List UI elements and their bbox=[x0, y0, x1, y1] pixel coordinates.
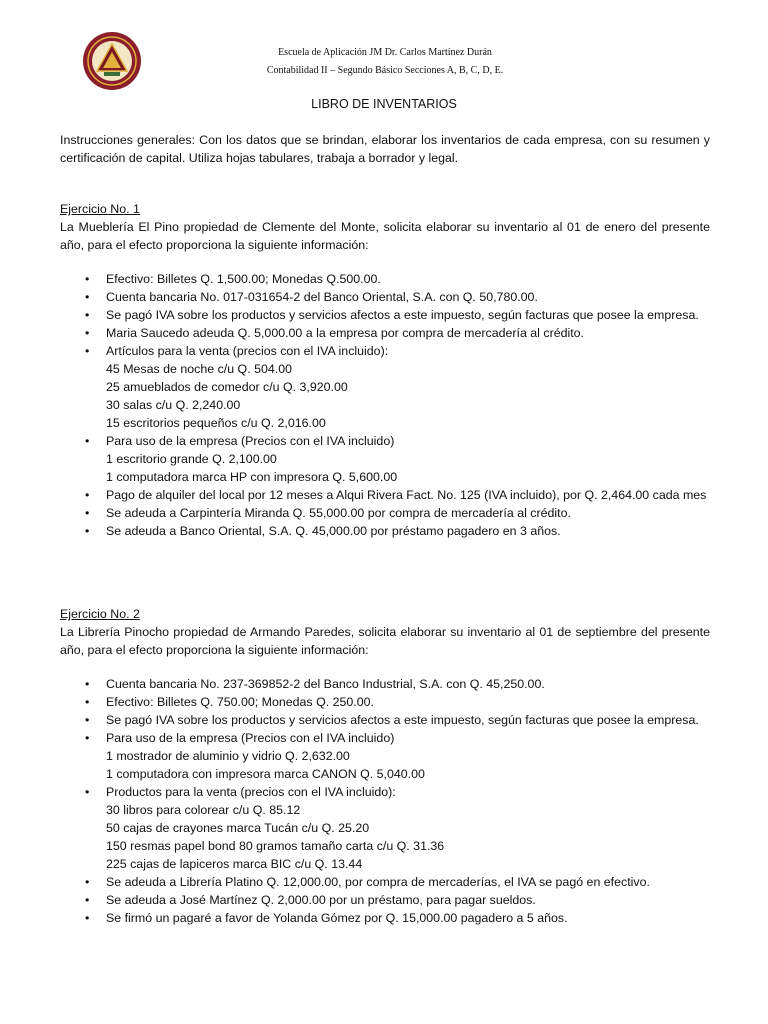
sub-item: 225 cajas de lapiceros marca BIC c/u Q. 13.44 bbox=[106, 857, 363, 871]
school-name: Escuela de Aplicación JM Dr. Carlos Martínez Durán bbox=[278, 47, 492, 58]
exercise-1-header bbox=[60, 200, 710, 254]
instructions-section bbox=[60, 131, 710, 167]
list-item bbox=[60, 432, 710, 486]
school-seal-icon bbox=[82, 31, 142, 91]
list-item-text: Se adeuda a Librería Platino Q. 12,000.00, por compra de mercaderías, el IVA se pagó en efectivo. bbox=[106, 875, 650, 889]
sub-item: 30 salas c/u Q. 2,240.00 bbox=[106, 398, 241, 412]
list-item-text: Se pagó IVA sobre los productos y servicios afectos a este impuesto, según facturas que posee la empresa. bbox=[106, 713, 699, 727]
document-header bbox=[200, 44, 570, 80]
exercise-2-list-container bbox=[60, 675, 710, 927]
list-item-text: Se adeuda a Carpintería Miranda Q. 55,000.00 por compra de mercadería al crédito. bbox=[106, 506, 571, 520]
sub-item: 50 cajas de crayones marca Tucán c/u Q. 25.20 bbox=[106, 821, 370, 835]
list-item bbox=[60, 504, 710, 522]
list-item bbox=[60, 783, 710, 873]
exercise-2-title: Ejercicio No. 2 bbox=[60, 607, 140, 621]
list-item bbox=[60, 270, 710, 288]
list-item-text: Cuenta bancaria No. 017-031654-2 del Banco Oriental, S.A. con Q. 50,780.00. bbox=[106, 290, 538, 304]
list-item-text: Artículos para la venta (precios con el IVA incluido): bbox=[106, 344, 389, 358]
list-item bbox=[60, 693, 710, 711]
sub-item: 1 escritorio grande Q. 2,100.00 bbox=[106, 452, 277, 466]
list-item bbox=[60, 675, 710, 693]
list-item bbox=[60, 306, 710, 324]
exercise-1-list bbox=[60, 270, 710, 540]
list-item-text: Para uso de la empresa (Precios con el IVA incluido) bbox=[106, 731, 395, 745]
document-title: LIBRO DE INVENTARIOS bbox=[311, 97, 457, 111]
list-item bbox=[60, 873, 710, 891]
instructions-text: Instrucciones generales: Con los datos que se brindan, elaborar los inventarios de cada empresa, con su resumen y certificación de capital. Utiliza hojas tabulares, trabaja a borrador y legal. bbox=[60, 133, 710, 165]
sub-item: 25 amueblados de comedor c/u Q. 3,920.00 bbox=[106, 380, 348, 394]
exercise-1-title: Ejercicio No. 1 bbox=[60, 202, 140, 216]
list-item-text: Efectivo: Billetes Q. 750.00; Monedas Q. 250.00. bbox=[106, 695, 374, 709]
list-item-text: Se pagó IVA sobre los productos y servicios afectos a este impuesto, según facturas que posee la empresa. bbox=[106, 308, 699, 322]
sub-item: 15 escritorios pequeños c/u Q. 2,016.00 bbox=[106, 416, 326, 430]
list-item bbox=[60, 891, 710, 909]
exercise-2-intro: La Librería Pinocho propiedad de Armando Paredes, solicita elaborar su inventario al 01 de septiembre del presente año, para el efecto proporciona la siguiente información: bbox=[60, 625, 710, 657]
list-item-text: Se firmó un pagaré a favor de Yolanda Gómez por Q. 15,000.00 pagadero a 5 años. bbox=[106, 911, 568, 925]
sub-item: 1 computadora marca HP con impresora Q. 5,600.00 bbox=[106, 470, 398, 484]
list-item bbox=[60, 909, 710, 927]
list-item-text: Se adeuda a Banco Oriental, S.A. Q. 45,000.00 por préstamo pagadero en 3 años. bbox=[106, 524, 561, 538]
list-item-text: Para uso de la empresa (Precios con el IVA incluido) bbox=[106, 434, 395, 448]
course-name: Contabilidad II – Segundo Básico Secciones A, B, C, D, E. bbox=[266, 65, 504, 76]
exercise-2-list bbox=[60, 675, 710, 927]
sub-item: 1 mostrador de aluminio y vidrio Q. 2,632.00 bbox=[106, 749, 350, 763]
list-item bbox=[60, 522, 710, 540]
list-item bbox=[60, 486, 710, 504]
exercise-2-header bbox=[60, 605, 710, 659]
list-item bbox=[60, 729, 710, 783]
list-item bbox=[60, 342, 710, 432]
sub-item: 30 libros para colorear c/u Q. 85.12 bbox=[106, 803, 301, 817]
list-item-text: Maria Saucedo adeuda Q. 5,000.00 a la empresa por compra de mercadería al crédito. bbox=[106, 326, 585, 340]
list-item-text: Pago de alquiler del local por 12 meses a Alqui Rivera Fact. No. 125 (IVA incluido), por Q. 2,464.00 cada mes bbox=[106, 488, 707, 502]
list-item bbox=[60, 324, 710, 342]
exercise-1-list-container bbox=[60, 270, 710, 540]
list-item bbox=[60, 288, 710, 306]
sub-item: 1 computadora con impresora marca CANON Q. 5,040.00 bbox=[106, 767, 425, 781]
list-item-text: Efectivo: Billetes Q. 1,500.00; Monedas Q.500.00. bbox=[106, 272, 381, 286]
list-item-text: Productos para la venta (precios con el IVA incluido): bbox=[106, 785, 396, 799]
list-item-text: Cuenta bancaria No. 237-369852-2 del Banco Industrial, S.A. con Q. 45,250.00. bbox=[106, 677, 545, 691]
sub-item: 150 resmas papel bond 80 gramos tamaño carta c/u Q. 31.36 bbox=[106, 839, 445, 853]
sub-item: 45 Mesas de noche c/u Q. 504.00 bbox=[106, 362, 292, 376]
list-item bbox=[60, 711, 710, 729]
list-item-text: Se adeuda a José Martínez Q. 2,000.00 por un préstamo, para pagar sueldos. bbox=[106, 893, 536, 907]
exercise-1-intro: La Mueblería El Pino propiedad de Clemente del Monte, solicita elaborar su inventario al 01 de enero del presente año, para el efecto proporciona la siguiente información: bbox=[60, 220, 710, 252]
